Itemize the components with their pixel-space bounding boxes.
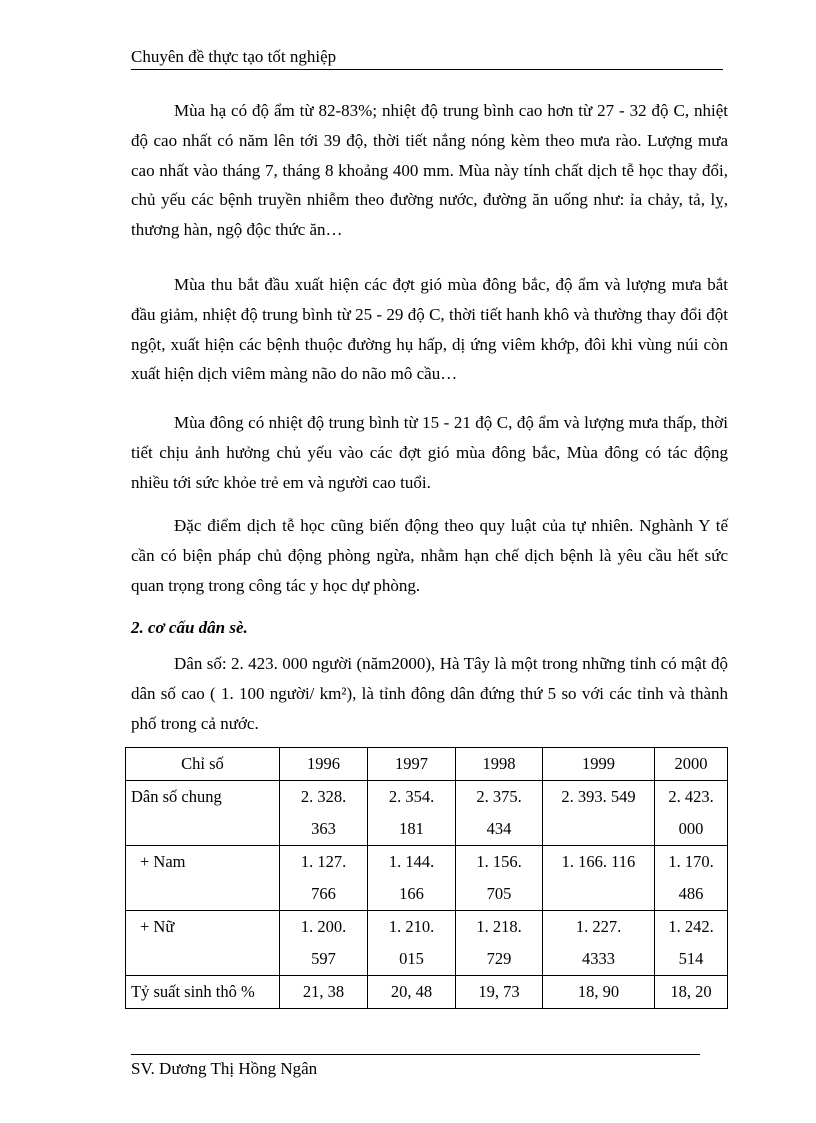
cell-line: 1. 218. (476, 917, 522, 936)
table-cell (456, 911, 543, 976)
table-cell (368, 846, 456, 911)
table-row-label: + Nam (126, 846, 280, 911)
cell-line: 18, 20 (670, 982, 712, 1001)
table-row-label: + Nữ (126, 911, 280, 976)
cell-line: 1. 170. (668, 852, 714, 871)
table-cell (456, 846, 543, 911)
table-cell (543, 976, 655, 1009)
cell-line: 1. 242. (668, 917, 714, 936)
paragraph-summer-text: Mùa hạ có độ ẩm từ 82-83%; nhiệt độ trung bình cao hơn từ 27 - 32 độ C, nhiệt độ cao nhất có năm lên tới 39 độ, thời tiết nắng nóng kèm theo mưa rào. Lượng mưa cao nhất vào tháng 7, tháng 8 khoảng 400 mm. Mùa này tính chất dịch tễ học thay đổi, chủ yếu các bệnh truyền nhiễm theo đường nước, đường ăn uống như: ỉa chảy, tả, lỵ, thương hàn, ngộ độc thức ăn… (131, 101, 728, 240)
page-footer: SV. Dương Thị Hồng Ngân (131, 1059, 318, 1078)
cell-line: 514 (678, 949, 704, 968)
table-row (126, 976, 728, 1009)
table-row (126, 846, 728, 911)
page-header: Chuyên đề thực tạo tốt nghiệp (131, 46, 723, 70)
cell-line: 2. 423. (668, 787, 714, 806)
paragraph-population (131, 649, 728, 738)
table-cell (655, 911, 728, 976)
table-cell (280, 911, 368, 976)
table-header-cell: 2000 (655, 748, 728, 781)
cell-line: 1. 166. 116 (561, 852, 636, 871)
cell-line: 1. 156. (476, 852, 522, 871)
table-header-cell: 1998 (456, 748, 543, 781)
table-cell (543, 911, 655, 976)
paragraph-autumn (131, 270, 728, 389)
table-header-cell: 1996 (280, 748, 368, 781)
cell-line: 729 (486, 949, 512, 968)
section-heading: 2. cơ cấu dân sè. (131, 618, 248, 637)
paragraph-summer (131, 96, 728, 245)
footer-divider (131, 1054, 700, 1055)
cell-line: 705 (486, 884, 512, 903)
cell-line: 2. 328. (300, 787, 347, 806)
cell-line: 486 (678, 884, 704, 903)
table-row-label: Dân số chung (126, 781, 280, 846)
cell-line: 2. 354. (388, 787, 435, 806)
cell-line: 1. 210. (388, 917, 435, 936)
cell-line: 1. 127. (300, 852, 347, 871)
table-header-row (126, 748, 728, 781)
cell-line: 434 (486, 819, 512, 838)
table-cell (543, 781, 655, 846)
table-cell (456, 781, 543, 846)
paragraph-epidemiology (131, 511, 728, 600)
cell-line: 181 (399, 819, 424, 838)
table-header-cell: Chỉ số (126, 748, 280, 781)
cell-line: 1. 144. (388, 852, 435, 871)
table-cell (280, 976, 368, 1009)
table-cell (655, 846, 728, 911)
table-cell (456, 976, 543, 1009)
table-cell (368, 781, 456, 846)
table-row (126, 911, 728, 976)
table-cell (655, 976, 728, 1009)
table-cell (280, 781, 368, 846)
table-header-cell: 1997 (368, 748, 456, 781)
cell-line: 4333 (582, 949, 615, 968)
cell-line: 166 (399, 884, 424, 903)
table-cell (655, 781, 728, 846)
cell-line: 20, 48 (390, 982, 433, 1001)
cell-line: 766 (311, 884, 336, 903)
cell-line: 2. 393. 549 (561, 787, 636, 806)
table-row-label: Tỷ suất sinh thô % (126, 976, 280, 1009)
cell-line: 1. 200. (300, 917, 347, 936)
paragraph-population-text: Dân số: 2. 423. 000 người (năm2000), Hà Tây là một trong những tỉnh có mật độ dân số cao ( 1. 100 người/ km²), là tỉnh đông dân đứng thứ 5 so với các tỉnh và thành phố trong cả nước. (131, 654, 728, 733)
table-header-cell: 1999 (543, 748, 655, 781)
table-cell (368, 976, 456, 1009)
cell-line: 18, 90 (577, 982, 620, 1001)
paragraph-epidemiology-text: Đặc điểm dịch tễ học cũng biến động theo quy luật của tự nhiên. Nghành Y tế cần có biện pháp chủ động phòng ngừa, nhằm hạn chế dịch bệnh là yêu cầu hết sức quan trọng trong công tác y học dự phòng. (131, 516, 728, 595)
table-cell (368, 911, 456, 976)
table-cell (543, 846, 655, 911)
paragraph-winter (131, 408, 728, 497)
cell-line: 015 (399, 949, 424, 968)
population-table (125, 747, 728, 1009)
cell-line: 000 (678, 819, 704, 838)
cell-line: 19, 73 (478, 982, 520, 1001)
cell-line: 1. 227. (575, 917, 622, 936)
cell-line: 2. 375. (476, 787, 522, 806)
cell-line: 597 (311, 949, 336, 968)
paragraph-winter-text: Mùa đông có nhiệt độ trung bình từ 15 - 21 độ C, độ ẩm và lượng mưa thấp, thời tiết chịu ảnh hưởng chủ yếu vào các đợt gió mùa đông bắc, Mùa đông có tác động nhiều tới sức khỏe trẻ em và người cao tuổi. (131, 413, 728, 492)
table-cell (280, 846, 368, 911)
table-row (126, 781, 728, 846)
paragraph-autumn-text: Mùa thu bắt đầu xuất hiện các đợt gió mùa đông bắc, độ ẩm và lượng mưa bắt đầu giảm, nhiệt độ trung bình từ 25 - 29 độ C, thời tiết hanh khô và thường thay đổi đột ngột, xuất hiện các bệnh thuộc đường hụ hấp, dị ứng viêm khớp, đôi khi vùng núi còn xuất hiện dịch viêm màng não do não mô cầu… (131, 275, 728, 384)
cell-line: 363 (311, 819, 336, 838)
cell-line: 21, 38 (302, 982, 345, 1001)
